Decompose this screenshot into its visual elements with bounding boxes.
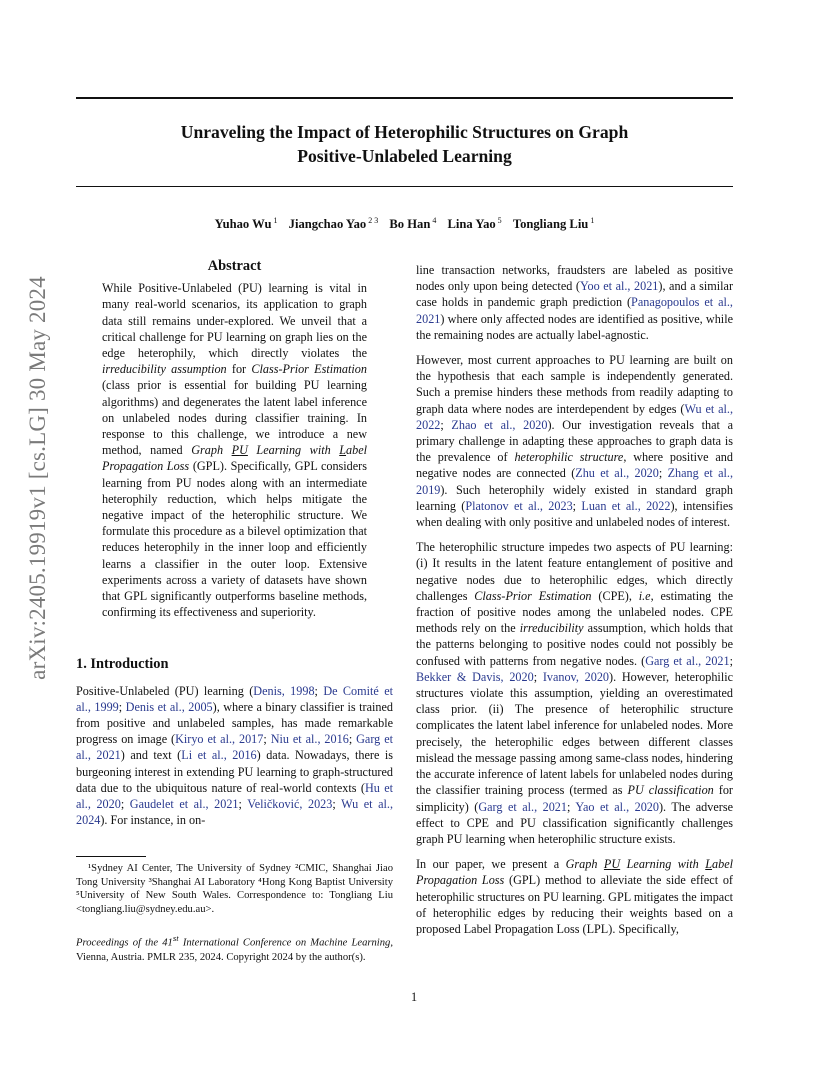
text-run: The heterophilic structure impedes two aspects of PU learning: (i) It results in the latent feature entanglement of positive and negative nodes due to heterophilic edges, which directly challenges xyxy=(416,540,733,603)
body-paragraph xyxy=(416,539,733,847)
proceedings-span: 41 xyxy=(162,937,173,949)
text-run: ), intensifies when dealing with only positive and unlabeled nodes of interest. xyxy=(416,498,733,530)
text-run: for simplicity) ( xyxy=(416,783,733,814)
body-paragraph xyxy=(416,856,733,937)
text-run: ). Our investigation reveals that a primary challenge in adapting these approaches to graph data is the prevalence of xyxy=(416,417,733,465)
citation-link[interactable]: Li et al., 2016 xyxy=(181,748,257,763)
abstract-text xyxy=(102,280,367,620)
text-run: assumption, which holds that the patterns belonging to positive nodes could not possibly be confused with patterns from negative nodes. ( xyxy=(416,621,733,668)
text-run: ), where a binary classifier is trained from positive and unlabeled samples, has made remarkable progress on image ( xyxy=(76,699,393,747)
abstract-heading: Abstract xyxy=(207,258,262,274)
right-column xyxy=(416,262,733,937)
author xyxy=(447,217,501,231)
title-line-2: Positive-Unlabeled Learning xyxy=(297,146,512,166)
author-name: Lina Yao xyxy=(447,217,496,232)
author xyxy=(389,217,436,231)
abstract-span: (class prior is essential for building PU learning algorithms) and degenerates the latent label inference on unlabeled nodes during classifier training. In response to this challenge, we introduce a new method, named xyxy=(102,378,367,458)
text-run: ; xyxy=(238,797,248,812)
text-run: ). However, heterophilic structures violate this assumption, yielding an overestimated class prior. (ii) The presence of heterophilic structure complicates the latent label inference for unlabeled nodes. More precisely, the heterophilic edges between different classes mislead the message passing among same-class nodes, hindering the accurate inference of latent labels for unlabeled nodes during the classifier training process (termed as xyxy=(416,669,733,798)
text-run: Positive-Unlabeled (PU) learning ( xyxy=(76,683,254,698)
author-name: Yuhao Wu xyxy=(214,217,272,232)
left-column xyxy=(76,258,393,829)
citation-link[interactable]: Zhao et al., 2020 xyxy=(451,417,548,432)
abstract-span: (GPL). Specifically, GPL considers learning from PU nodes along with an intermediate heterophily reduction, which helps mitigate the negative impact of the heterophilic structure. We formulate this procedure as a bilevel optimization that reduces heterophily in the inner loop and efficiently learns a classifier in the outer loop. Extensive experiments across a variety of datasets have shown that GPL significantly outperforms baseline methods, confirming its effectiveness and superiority. xyxy=(102,459,367,620)
citation-link[interactable]: Garg et al., 2021 xyxy=(76,732,393,763)
citation-link[interactable]: Denis, 1998 xyxy=(253,683,315,698)
proceedings-span: , Vienna, Austria. PMLR 235, 2024. Copyright 2024 by the author(s). xyxy=(76,937,393,963)
abstract-italic: U xyxy=(239,443,248,458)
proceedings-span: International Conference on Machine Learning xyxy=(178,937,391,949)
affiliations-footnote: ¹Sydney AI Center, The University of Sydney ²CMIC, Shanghai Jiao Tong University ³Shanghai AI Laboratory ⁴Hong Kong Baptist University ⁵University of New South Wales. Correspondence to: Tongliang Liu <tongliang.liu@sydney.edu.au>. xyxy=(76,863,393,915)
text-run: However, most current approaches to PU learning are built on the hypothesis that each sample is independently generated. Such a premise hinders these methods from readily adapting to graph data where nodes are interdependent by edges ( xyxy=(416,353,733,416)
citation-link[interactable]: Hu et al., 2020 xyxy=(76,780,393,812)
body-span: (GPL) method to alleviate the side effect of heterophilic structures on PU learning. GPL mitigates the impact of heterophilic edges by reducing their weights based on a proposed Label Propagation Loss (LPL). Specifically, xyxy=(416,873,733,936)
text-run: (CPE), xyxy=(591,588,639,603)
citation-link[interactable]: Luan et al., 2022 xyxy=(581,498,671,513)
section-heading-introduction: 1. Introduction xyxy=(76,656,169,673)
text-run: ). For instance, in on- xyxy=(100,813,206,828)
citation-link[interactable]: Bekker & Davis, 2020 xyxy=(416,669,534,684)
citation-link[interactable]: Kiryo et al., 2017 xyxy=(175,732,264,747)
text-run: ; xyxy=(440,417,452,432)
footnotes xyxy=(76,856,393,964)
citation-link[interactable]: Panagopoulos et al., 2021 xyxy=(416,295,733,326)
text-run: , estimating the fraction of positive nodes among the unlabeled nodes. CPE methods rely on the xyxy=(416,588,734,636)
text-run: i.e xyxy=(638,588,651,603)
citation-link[interactable]: Yao et al., 2020 xyxy=(575,799,659,814)
author-affiliation: 4 xyxy=(432,216,437,225)
intro-paragraph xyxy=(76,683,393,829)
author xyxy=(513,217,595,231)
text-run: irreducibility xyxy=(519,621,584,636)
citation-link[interactable]: Yoo et al., 2021 xyxy=(579,279,659,294)
abstract-italic: P xyxy=(231,443,240,458)
citation-link[interactable]: Garg et al., 2021 xyxy=(645,653,730,668)
text-run: ) and text ( xyxy=(120,748,182,763)
text-run: Class-Prior Estimation xyxy=(474,588,592,603)
body-italic: Graph xyxy=(565,857,604,872)
abstract-italic: L xyxy=(339,443,347,458)
text-run: ; xyxy=(729,653,733,668)
author-affiliation: 5 xyxy=(497,216,502,225)
citation-link[interactable]: Zhang et al., 2019 xyxy=(416,466,734,497)
author-affiliation: 1 xyxy=(590,216,595,225)
text-run: ). Such heterophily widely existed in standard graph learning ( xyxy=(416,482,733,513)
author-name: Bo Han xyxy=(389,217,431,232)
citation-link[interactable]: Niu et al., 2016 xyxy=(270,732,349,747)
text-run: ) data. Nowadays, there is burgeoning interest in extending PU learning to graph-structured data due to the ubiquitous nature of real-world contexts ( xyxy=(76,748,394,795)
body-paragraph xyxy=(416,352,733,530)
citation-link[interactable]: Gaudelet et al., 2021 xyxy=(129,797,239,812)
text-run: ) where only affected nodes are identified as positive, while the remaining nodes are actually label-agnostic. xyxy=(416,311,733,342)
text-run: line transaction networks, fraudsters are labeled as positive nodes only upon being detected ( xyxy=(416,263,733,294)
author xyxy=(289,217,379,231)
body-italic: L xyxy=(705,857,713,872)
abstract-span: While Positive-Unlabeled (PU) learning is vital in many real-world scenarios, its application to graph data still remains under-explored. We unveil that a critical challenge for PU learning on graph lies on the edge heterophily, which directly violates the xyxy=(102,281,367,361)
citation-link[interactable]: Wu et al., 2022 xyxy=(416,401,733,432)
arxiv-stamp-text: arXiv:2405.19919v1 [cs.LG] 30 May 2024 xyxy=(25,276,50,680)
body-italic: P xyxy=(603,857,612,872)
text-run: ; xyxy=(348,732,357,747)
title-rule-top xyxy=(76,97,733,99)
text-run: ; xyxy=(572,498,582,513)
citation-link[interactable]: Garg et al., 2021 xyxy=(478,799,567,814)
body-italic: U xyxy=(611,857,621,872)
text-run: ; xyxy=(533,669,543,684)
text-run: ; xyxy=(120,797,130,812)
citation-link[interactable]: De Comité et al., 1999 xyxy=(76,683,394,714)
body-paragraph xyxy=(416,262,733,343)
title-rule-bottom xyxy=(76,186,733,187)
body-span: In our paper, we present a xyxy=(416,857,566,872)
proceedings-span: Proceedings of the xyxy=(76,937,163,949)
abstract-span: for xyxy=(226,362,252,377)
author-name: Tongliang Liu xyxy=(512,217,589,232)
body-italic: Learning with xyxy=(620,857,706,872)
text-run: ; xyxy=(566,799,576,814)
body-italic: abel Propagation Loss xyxy=(416,857,734,888)
text-run: PU classification xyxy=(627,783,714,798)
text-run: ; xyxy=(263,732,271,747)
text-run: , where positive and negative nodes are connected ( xyxy=(416,450,733,481)
author-affiliation: 2 3 xyxy=(368,216,379,225)
proceedings-span: st xyxy=(172,933,179,944)
title-line-1: Unraveling the Impact of Heterophilic Structures on Graph xyxy=(180,122,629,142)
abstract-italic: Graph xyxy=(191,443,232,458)
footnote-rule xyxy=(76,856,146,857)
paper-title xyxy=(76,120,733,168)
abstract-italic: Class-Prior Estimation xyxy=(251,362,367,377)
author-list xyxy=(76,216,733,232)
abstract-italic: Learning with xyxy=(247,443,340,458)
citation-link[interactable]: Ivanov, 2020 xyxy=(542,669,610,684)
text-run: ; xyxy=(314,683,324,698)
text-run: ; xyxy=(118,699,126,714)
abstract-italic: abel Propagation Loss xyxy=(102,443,368,474)
citation-link[interactable]: Zhu et al., 2020 xyxy=(575,466,659,481)
author xyxy=(215,217,278,231)
text-run: ). The adverse effect to CPE and PU classification significantly challenges graph PU learning when heterophilic structure exists. xyxy=(416,799,733,846)
text-run: heterophilic structure xyxy=(514,450,624,465)
citation-link[interactable]: Wu et al., 2024 xyxy=(76,797,394,828)
proceedings-note xyxy=(76,932,393,964)
author-affiliation: 1 xyxy=(273,216,278,225)
text-run: ), and a similar case holds in pandemic graph prediction ( xyxy=(416,279,733,310)
citation-link[interactable]: Veličković, 2023 xyxy=(247,797,333,812)
citation-link[interactable]: Platonov et al., 2023 xyxy=(465,498,573,513)
text-run: ; xyxy=(658,466,668,481)
page-number: 1 xyxy=(410,990,418,1004)
abstract-italic: irreducibility assumption xyxy=(102,362,227,377)
author-name: Jiangchao Yao xyxy=(288,217,367,232)
citation-link[interactable]: Denis et al., 2005 xyxy=(125,699,213,714)
text-run: ; xyxy=(332,797,342,812)
